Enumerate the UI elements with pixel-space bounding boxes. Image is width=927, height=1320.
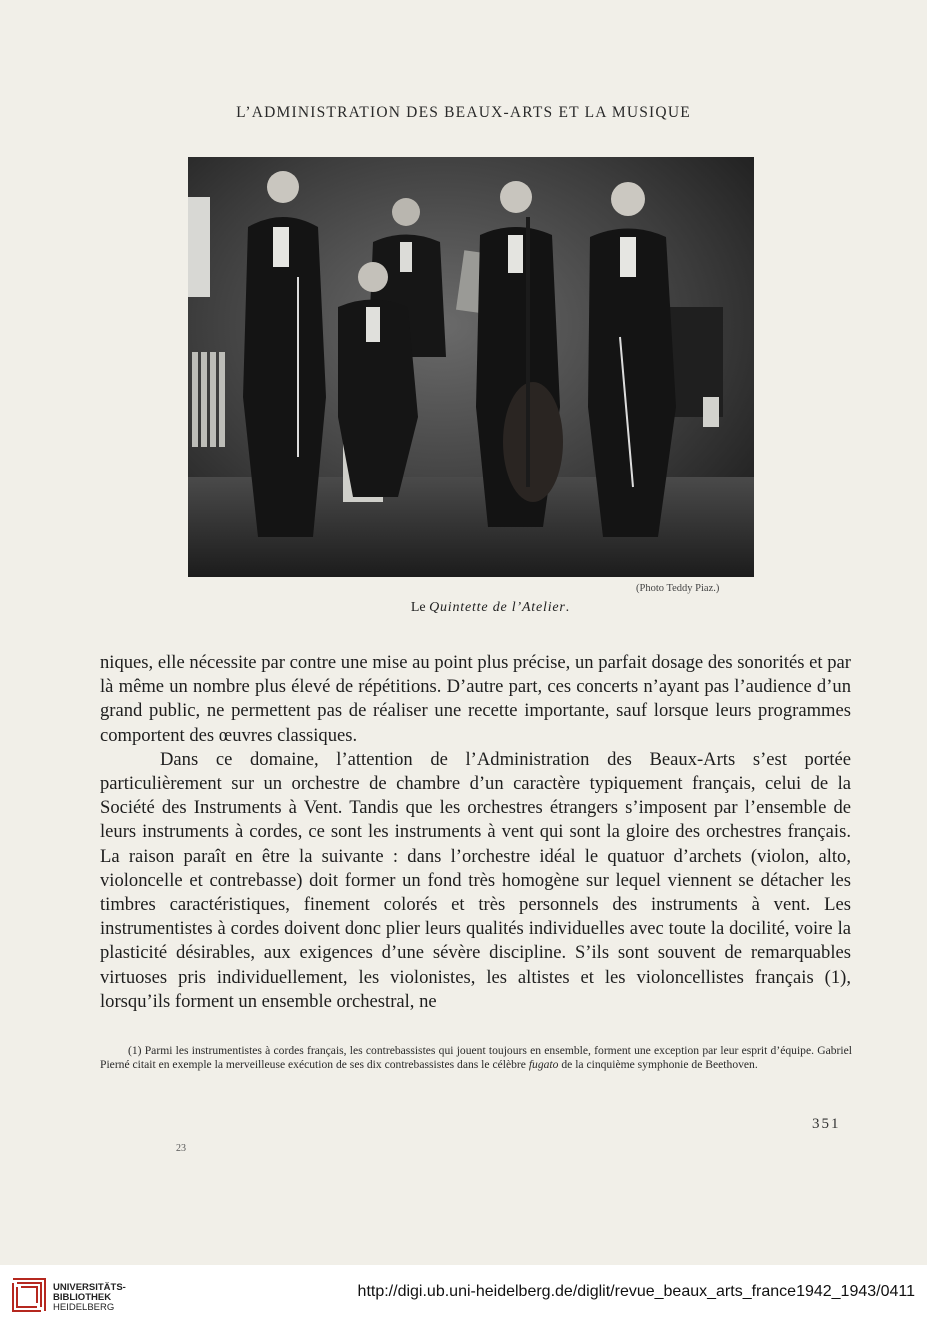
photo-illustration — [188, 157, 754, 577]
caption-suffix: . — [565, 600, 570, 615]
page-number: 351 — [812, 1116, 841, 1132]
quintet-photograph — [188, 157, 754, 577]
footnote-text-end: de la cinquième symphonie de Beethoven. — [561, 1058, 758, 1071]
paragraph: Dans ce domaine, l’attention de l’Administration des Beaux-Arts s’est portée particulièrement sur un orchestre de chambre d’un caractère typiquement français, celui de la Société des Instruments à Vent. Tandis que les orchestres étrangers s’imposent par l’ensemble de leurs instruments à cordes, ce sont les instruments à vent qui sont la gloire des orchestres français. La raison paraît en être la suivante : dans l’orchestre idéal le quatuor d’archets (violon, alto, violoncelle et contrebasse) doit former un fond très homogène sur lequel viennent se détacher les timbres caractéristiques, finement colorés et très personnels des instruments à vent. Les instrumentistes à cordes doivent donc plier leurs qualités individuelles avec toute la docilité, voire la plasticité désirables, aux exigences d’une sévère discipline. S’ils sont souvent de remarquables virtuoses pris individuellement, les violonistes, les altistes et les violoncellistes français (1), lorsqu’ils forment un ensemble orchestral, ne — [100, 748, 851, 1012]
footnote — [100, 1044, 852, 1072]
running-title: L’ADMINISTRATION DES BEAUX-ARTS ET LA MUSIQUE — [236, 104, 691, 121]
library-name-line3: HEIDELBERG — [53, 1302, 115, 1313]
library-name-line1: UNIVERSITÄTS- — [53, 1282, 126, 1293]
body-text — [100, 651, 851, 1014]
signature-mark: 23 — [176, 1143, 186, 1154]
photo-credit: (Photo Teddy Piaz.) — [636, 583, 720, 594]
heidelberg-library-logo-icon[interactable] — [9, 1275, 49, 1315]
footnote-text: (1) Parmi les instrumentistes à cordes français, les contrebassistes qui jouent toujours en ensemble, forment une exception par leur esprit d’équipe. Gabriel Pierné citait en exemple la merveilleuse exécution de ses dix contrebassistes dans le célèbre — [100, 1044, 852, 1071]
paragraph-continued: niques, elle nécessite par contre une mise au point plus précise, un parfait dosage des sonorités et par là même un nombre plus élevé de répétitions. D’autre part, ces concerts n’ayant pas l’audience d’un grand public, ne permettent pas de réaliser une recette importante, sauf lorsque leurs programmes comportent des œuvres classiques. — [100, 652, 851, 746]
footnote-italic-word: fugato — [528, 1058, 559, 1071]
library-name-line2: BIBLIOTHEK — [53, 1292, 112, 1303]
permalink-url[interactable]: http://digi.ub.uni-heidelberg.de/diglit/revue_beaux_arts_france1942_1943/0411 — [357, 1283, 915, 1300]
caption-prefix: Le — [410, 600, 426, 615]
figure-caption — [0, 600, 927, 616]
library-name[interactable] — [53, 1283, 126, 1313]
caption-title: Quintette de l’Atelier — [429, 600, 566, 615]
